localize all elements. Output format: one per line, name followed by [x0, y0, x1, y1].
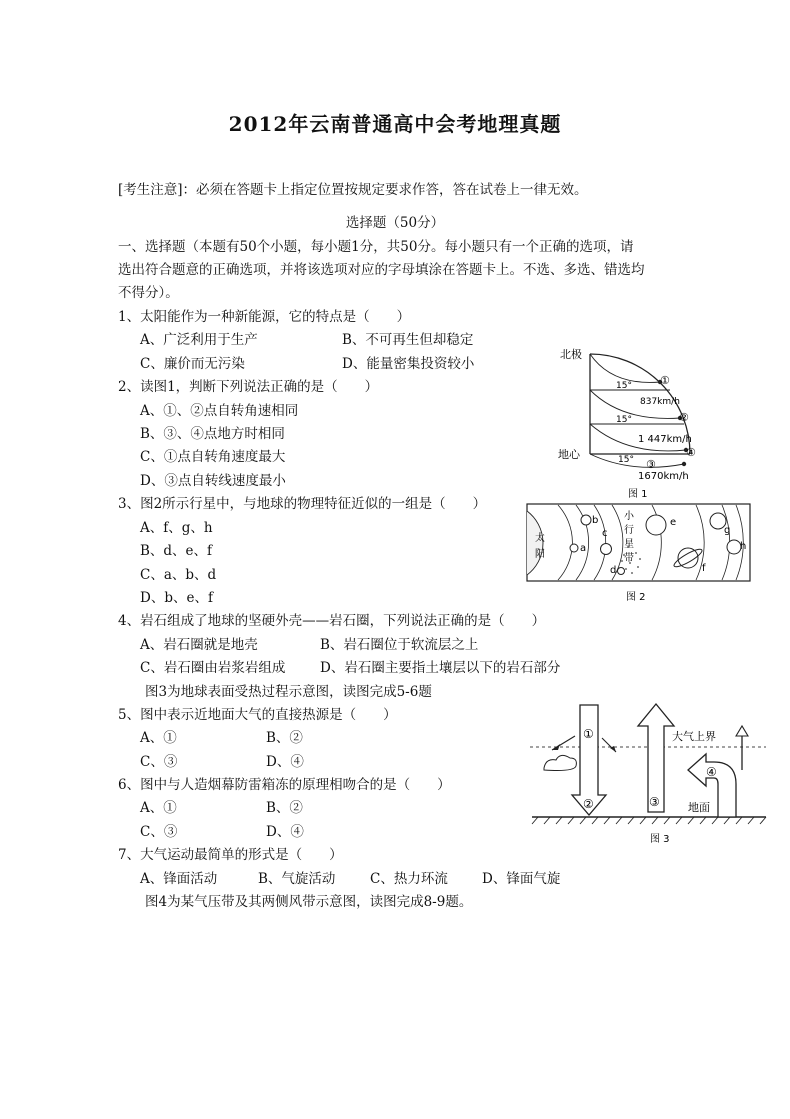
fig2-planet-e: e: [670, 517, 677, 528]
question-2-option-c: C、①点自转角速度最大: [140, 449, 286, 465]
question-5-stem: 5、图中表示近地面大气的直接热源是（ ）: [118, 707, 397, 723]
figure-4-intro: 图4为某气压带及其两侧风带示意图，读图完成8-9题。: [145, 894, 473, 910]
fig3-arrow-1: ①: [583, 727, 594, 741]
fig3-arrow-3: ③: [649, 795, 660, 809]
figure-2: [526, 503, 752, 605]
fig1-point-2: ②: [679, 411, 689, 424]
question-3-option-d: D、b、e、f: [140, 590, 213, 606]
figure-3: [530, 700, 770, 850]
question-6-option-c: C、③: [140, 824, 178, 840]
fig1-speed-3: 1670km/h: [638, 471, 689, 482]
question-6-stem: 6、图中与人造烟幕防雷箱冻的原理相吻合的是（ ）: [118, 777, 451, 793]
fig2-planet-d: d: [610, 565, 617, 576]
question-1-option-d: D、能量密集投资较小: [342, 356, 475, 372]
question-5-option-d: D、④: [266, 754, 304, 770]
question-5-option-b: B、②: [266, 730, 303, 746]
question-4-stem: 4、岩石组成了地球的坚硬外壳——岩石圈，下列说法正确的是（ ）: [118, 613, 546, 629]
question-6-option-d: D、④: [266, 824, 304, 840]
fig2-caption: 图 2: [626, 592, 646, 603]
question-1-option-a: A、广泛利用于生产: [140, 332, 258, 348]
section-header: 选择题（50分）: [345, 215, 445, 231]
fig2-belt-label-1: 小: [624, 511, 634, 522]
fig3-arrow-4: ④: [706, 765, 717, 779]
question-2-option-b: B、③、④点地方时相同: [140, 426, 285, 442]
question-2-option-a: A、①、②点自转角速相同: [140, 403, 299, 419]
question-7-option-b: B、气旋活动: [258, 871, 336, 887]
fig2-sun-label-1: 太: [535, 533, 545, 544]
fig3-arrow-2: ②: [583, 797, 594, 811]
question-2-stem: 2、读图1，判断下列说法正确的是（ ）: [118, 379, 379, 395]
fig1-angle-label-3: 15°: [618, 455, 634, 465]
fig2-belt-label-4: 带: [624, 553, 634, 564]
fig1-point-3: ③: [646, 458, 656, 471]
question-6-option-b: B、②: [266, 800, 303, 816]
fig3-top-label: 大气上界: [672, 730, 716, 743]
fig1-point-4: ④: [686, 446, 696, 459]
fig1-north-pole-label: 北极: [560, 348, 582, 361]
fig2-planet-f: f: [702, 563, 706, 574]
intro-line-3: 不得分）。: [118, 285, 179, 301]
fig2-belt-label-3: 星: [624, 539, 634, 550]
fig1-center-label: 地心: [558, 448, 580, 461]
question-7-option-a: A、锋面活动: [140, 871, 218, 887]
fig1-speed-1: 837km/h: [640, 397, 680, 407]
fig2-planet-a: a: [580, 543, 587, 554]
question-3-option-c: C、a、b、d: [140, 567, 217, 583]
figure-3-intro: 图3为地球表面受热过程示意图，读图完成5-6题: [145, 684, 432, 700]
question-5-option-a: A、①: [140, 730, 177, 746]
intro-line-1: 一、选择题（本题有50个小题，每小题1分，共50分。每小题只有一个正确的选项，请: [118, 239, 634, 255]
fig2-planet-g: g: [724, 525, 731, 536]
question-4-option-b: B、岩石圈位于软流层之上: [320, 637, 479, 653]
figure-1: [552, 346, 722, 501]
question-3-option-a: A、f、g、h: [140, 520, 213, 536]
question-4-option-c: C、岩石圈由岩浆岩组成: [140, 660, 286, 676]
question-4-option-a: A、岩石圈就是地壳: [140, 637, 258, 653]
fig2-planet-b: b: [592, 515, 599, 526]
question-4-option-d: D、岩石圈主要指土壤层以下的岩石部分: [320, 660, 561, 676]
question-7-stem: 7、大气运动最简单的形式是（ ）: [118, 847, 343, 863]
fig2-planet-h: h: [740, 541, 747, 552]
fig1-point-1: ①: [660, 374, 670, 387]
fig1-angle-label-1: 15°: [616, 381, 632, 391]
fig2-planet-c: c: [602, 528, 608, 539]
question-3-option-b: B、d、e、f: [140, 543, 213, 559]
fig1-angle-label-2: 15°: [616, 415, 632, 425]
exam-notice: [考生注意]：必须在答题卡上指定位置按规定要求作答，答在试卷上一律无效。: [118, 182, 588, 198]
question-6-option-a: A、①: [140, 800, 177, 816]
fig2-belt-label-2: 行: [624, 525, 634, 536]
fig1-caption: 图 1: [628, 489, 648, 500]
fig2-sun-label-2: 阳: [535, 549, 545, 560]
question-5-option-c: C、③: [140, 754, 178, 770]
question-7-option-d: D、锋面气旋: [482, 871, 561, 887]
fig1-speed-2: 1 447km/h: [638, 434, 692, 445]
fig3-ground-label: 地面: [688, 801, 710, 814]
fig3-caption: 图 3: [650, 834, 670, 845]
question-1-stem: 1、太阳能作为一种新能源，它的特点是（ ）: [118, 309, 411, 325]
question-7-option-c: C、热力环流: [370, 871, 448, 887]
question-1-option-b: B、不可再生但却稳定: [342, 332, 474, 348]
page-title: 2012年云南普通高中会考地理真题: [228, 112, 562, 136]
question-3-stem: 3、图2所示行星中，与地球的物理特征近似的一组是（ ）: [118, 496, 487, 512]
intro-line-2: 选出符合题意的正确选项，并将该选项对应的字母填涂在答题卡上。不选、多选、错选均: [118, 262, 645, 278]
question-2-option-d: D、③点自转线速度最小: [140, 473, 286, 489]
question-1-option-c: C、廉价而无污染: [140, 356, 245, 372]
